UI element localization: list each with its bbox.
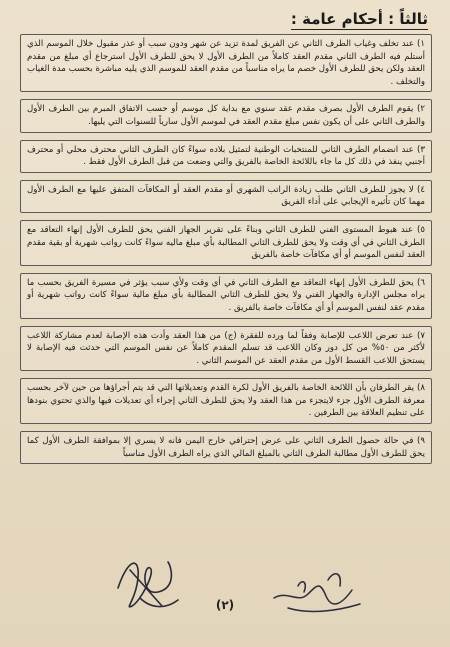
clause-1 <box>20 34 432 92</box>
section-title: ثالثاً : أحكام عامة : <box>290 10 428 28</box>
clauses-list <box>20 34 432 471</box>
clause-text: ٩) في حالة حصول الطرف الثاني على عرض إحترافي خارج اليمن فانه لا يسري إلا بموافقة الطرف الأول كما يحق للطرف الأول مطالبة الطرف الثاني بالمبلغ المالي الذي يراه الطرف الأول مناسباً <box>27 436 425 459</box>
clause-3 <box>20 140 432 173</box>
clause-text: ٦) يحق للطرف الأول إنهاء التعاقد مع الطرف الثاني في أي وقت ولأي سبب يؤثر في مسيرة الفريق بحسب ما يراه مجلس الإدارة والجهاز الفني ولا يحق للطرف الثاني المطالبة بأي مبلغ مالية سواءً كانت رواتب شهرية أو مقدم عقد لنفس الموسم أو أي مكافآت خاصة بالفريق . <box>27 277 425 313</box>
clause-9 <box>20 431 432 464</box>
clause-text: ٤) لا يجوز للطرف الثاني طلب زيادة الراتب الشهري أو مقدم العقد أو المكافآت المتفق عليها مع الطرف الأول مهما كان تأثيره الإيجابي على أداء الفريق <box>27 184 425 208</box>
clause-7 <box>20 326 432 372</box>
clause-text: ٥) عند هبوط المستوى الفني للطرف الثاني وبناءً على تقرير الجهاز الفني يحق للطرف الأول إنهاء التعاقد مع الطرف الثاني في أي وقت ولا يحق للطرف الثاني المطالبة بأي مبلغ ماليه سواءً كانت رواتب شهرية أو بقية مقدم العقد لنفس الموسم أو أي مكافآت خاصة بالفريق <box>27 224 425 261</box>
clause-text: ١) عند تخلف وغياب الطرف الثاني عن الفريق لمدة تزيد عن شهر ودون سبب أو عذر مقبول خلال الموسم الذي أستلم فيه الطرف الثاني مقدم العقد كاملاً من الطرف الأول لا يحق للطرف الأول استرجاع أي مبلغ من مقدم العقد ولكن يحق للطرف الأول خصم ما يراه مناسباً من مقدم العقد للموسم الذي يليه مباشرة بحسب مدة الغياب والتخلف . <box>27 39 425 87</box>
clause-text: ٧) عند تعرض اللاعب للإصابة وفقاً لما ورده للفقرة (ج) من هذا العقد وأدت هذه الإصابة لعدم مشاركة اللاعب لأكثر من ٥٠% من كل دور وكان اللاعب قد تسلم المقدم كاملاً عن نفس الموسم التي حدثت فيه الإصابة لا يستحق اللاعب القسط الأول من مقدم العقد عن الموسم الثاني . <box>27 330 425 366</box>
clause-4 <box>20 180 432 213</box>
page-number: (٢) <box>215 598 235 612</box>
clause-8 <box>20 378 432 424</box>
clause-text: ٢) يقوم الطرف الأول بصرف مقدم عقد سنوي مع بداية كل موسم أو حسب الاتفاق المبرم بين الطرف الأول والطرف الثاني على أن يكون نفس مبلغ مقدم العقد في لموسم الأول سارياً للسنوات التي يليها. <box>27 104 425 127</box>
clause-text: ٣) عند انضمام الطرف الثاني للمنتخبات الوطنية لتمثيل بلاده سواءً كان الطرف الثاني محترف محلي أو محترف أجنبي ينفذ في ذلك كل ما جاء باللائحة الخاصة بالفريق والتي وضعت من قبل الطرف الأول فقط . <box>27 144 425 168</box>
clause-text: ٨) يقر الطرفان بأن اللائحة الخاصة بالفريق الأول لكرة القدم وتعديلاتها التي قد يتم أجراؤها من حين لآخر بحسب معرفة الطرف الأول جزء لايتجزء من هذا العقد ولا يحق للطرف الثاني إجراء أي تعديلات فيها والذي تحتوي بنودها على تنظيم العلاقة بين الطرفين . <box>27 383 425 419</box>
clause-2 <box>20 99 432 132</box>
clause-5 <box>20 220 432 266</box>
clause-6 <box>20 273 432 319</box>
